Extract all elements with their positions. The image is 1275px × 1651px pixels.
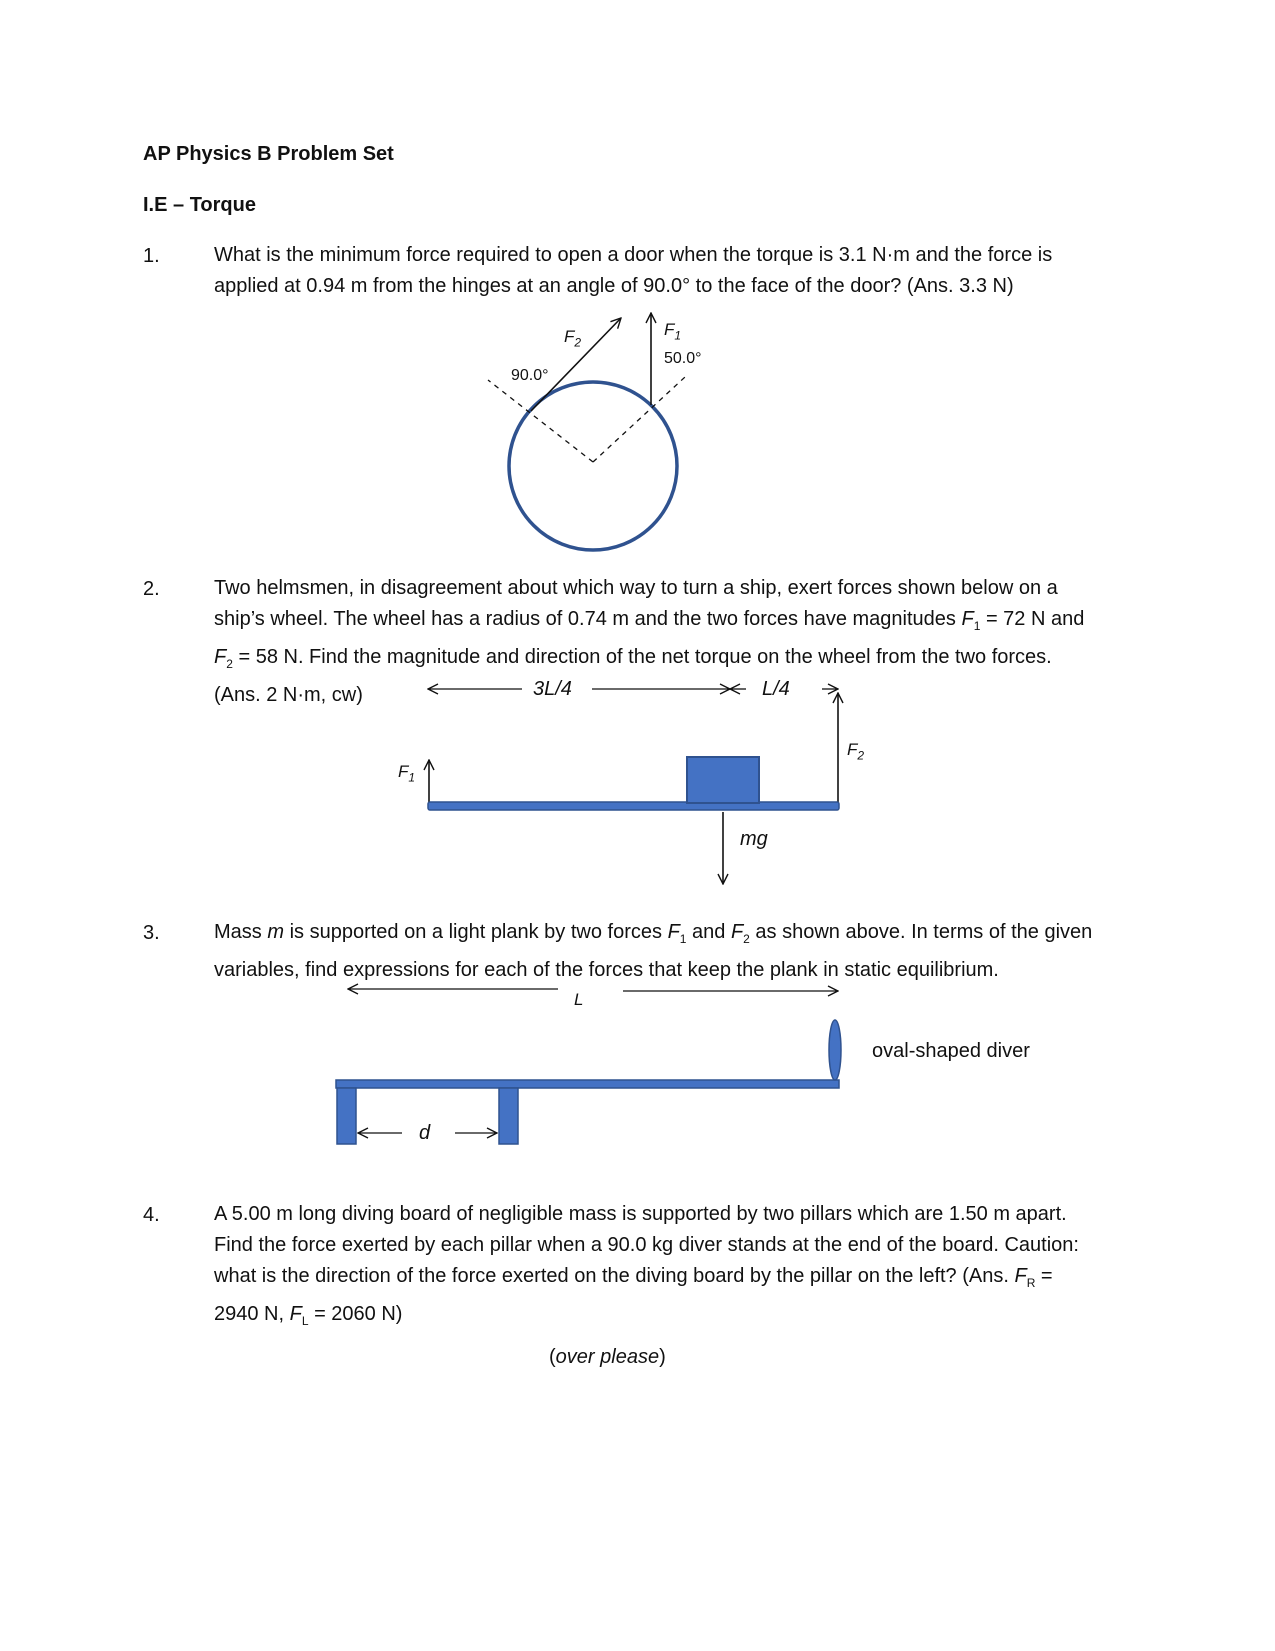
- problem-2-text: Two helmsmen, in disagreement about which way to turn a ship, exert forces shown below on a ship’s wheel. The wheel has a radius of 0.74 m and the two forces have magnitudes $F_1 = 72$ N and $F_2 = 58$ N. Find the magnitude and direction of the net torque on the wheel from the two forces. (Ans. 2 N·m, cw): [214, 577, 1085, 706]
- problem-4-text: A 5.00 m long diving board of negligible mass is supported by two pillars which are 1.50 m apart. Find the force exerted by each pillar when a 90.0 kg diver stands at the end of the board. Caution: what is the direction of the force exerted on the diving board by the pillar on the left? (Ans. $F_R = 2940$ N, $F_L = 2060$ N): [214, 1203, 1079, 1328]
- plank-f2-label: $F_2$: [847, 740, 865, 763]
- weight-label: mg: [740, 828, 768, 850]
- span-label-l4: L/4: [762, 678, 790, 700]
- diving-board-diagram: [336, 989, 841, 1144]
- problem-2-number: 2.: [143, 578, 160, 600]
- oval-diver: [829, 1020, 841, 1080]
- board-length-label: L: [574, 990, 584, 1009]
- span-label-3l4: 3L/4: [533, 678, 572, 700]
- footer-note: (over please): [549, 1346, 666, 1368]
- problem-3-text: Mass m is supported on a light plank by two forces $F_1$ and $F_2$ as shown above. In terms of the given variables, find expressions for each of the forces that keep the plank in static equilibrium.: [214, 921, 1093, 981]
- wheel-angle-right: 50.0°: [664, 350, 702, 367]
- plank-diagram: [428, 689, 839, 884]
- problem-1-text: What is the minimum force required to open a door when the torque is 3.1 N·m and the force is applied at 0.94 m from the hinges at an angle of 90.0° to the face of the door? (Ans. 3.3 N): [214, 244, 1053, 297]
- plank-f1-label: $F_1$: [398, 762, 416, 785]
- radius-left-dashed: [488, 380, 593, 462]
- document-title: AP Physics B Problem Set: [143, 143, 394, 165]
- plank: [428, 802, 839, 810]
- wheel-f1-label: $F_1$: [664, 320, 682, 343]
- problem-4-number: 4.: [143, 1204, 160, 1226]
- problem-3-number: 3.: [143, 922, 160, 944]
- left-pillar: [337, 1088, 356, 1144]
- radius-right-dashed: [593, 377, 685, 462]
- wheel-diagram: [488, 313, 685, 550]
- wheel-f2-label: $F_2$: [564, 327, 582, 350]
- mass-block: [687, 757, 759, 803]
- wheel-angle-left: 90.0°: [511, 367, 549, 384]
- right-pillar: [499, 1088, 518, 1144]
- pillar-spacing-label: d: [419, 1122, 431, 1144]
- diver-label: oval-shaped diver: [872, 1040, 1030, 1062]
- section-heading: I.E – Torque: [143, 194, 256, 216]
- diving-board: [336, 1080, 839, 1088]
- problem-1-number: 1.: [143, 245, 160, 267]
